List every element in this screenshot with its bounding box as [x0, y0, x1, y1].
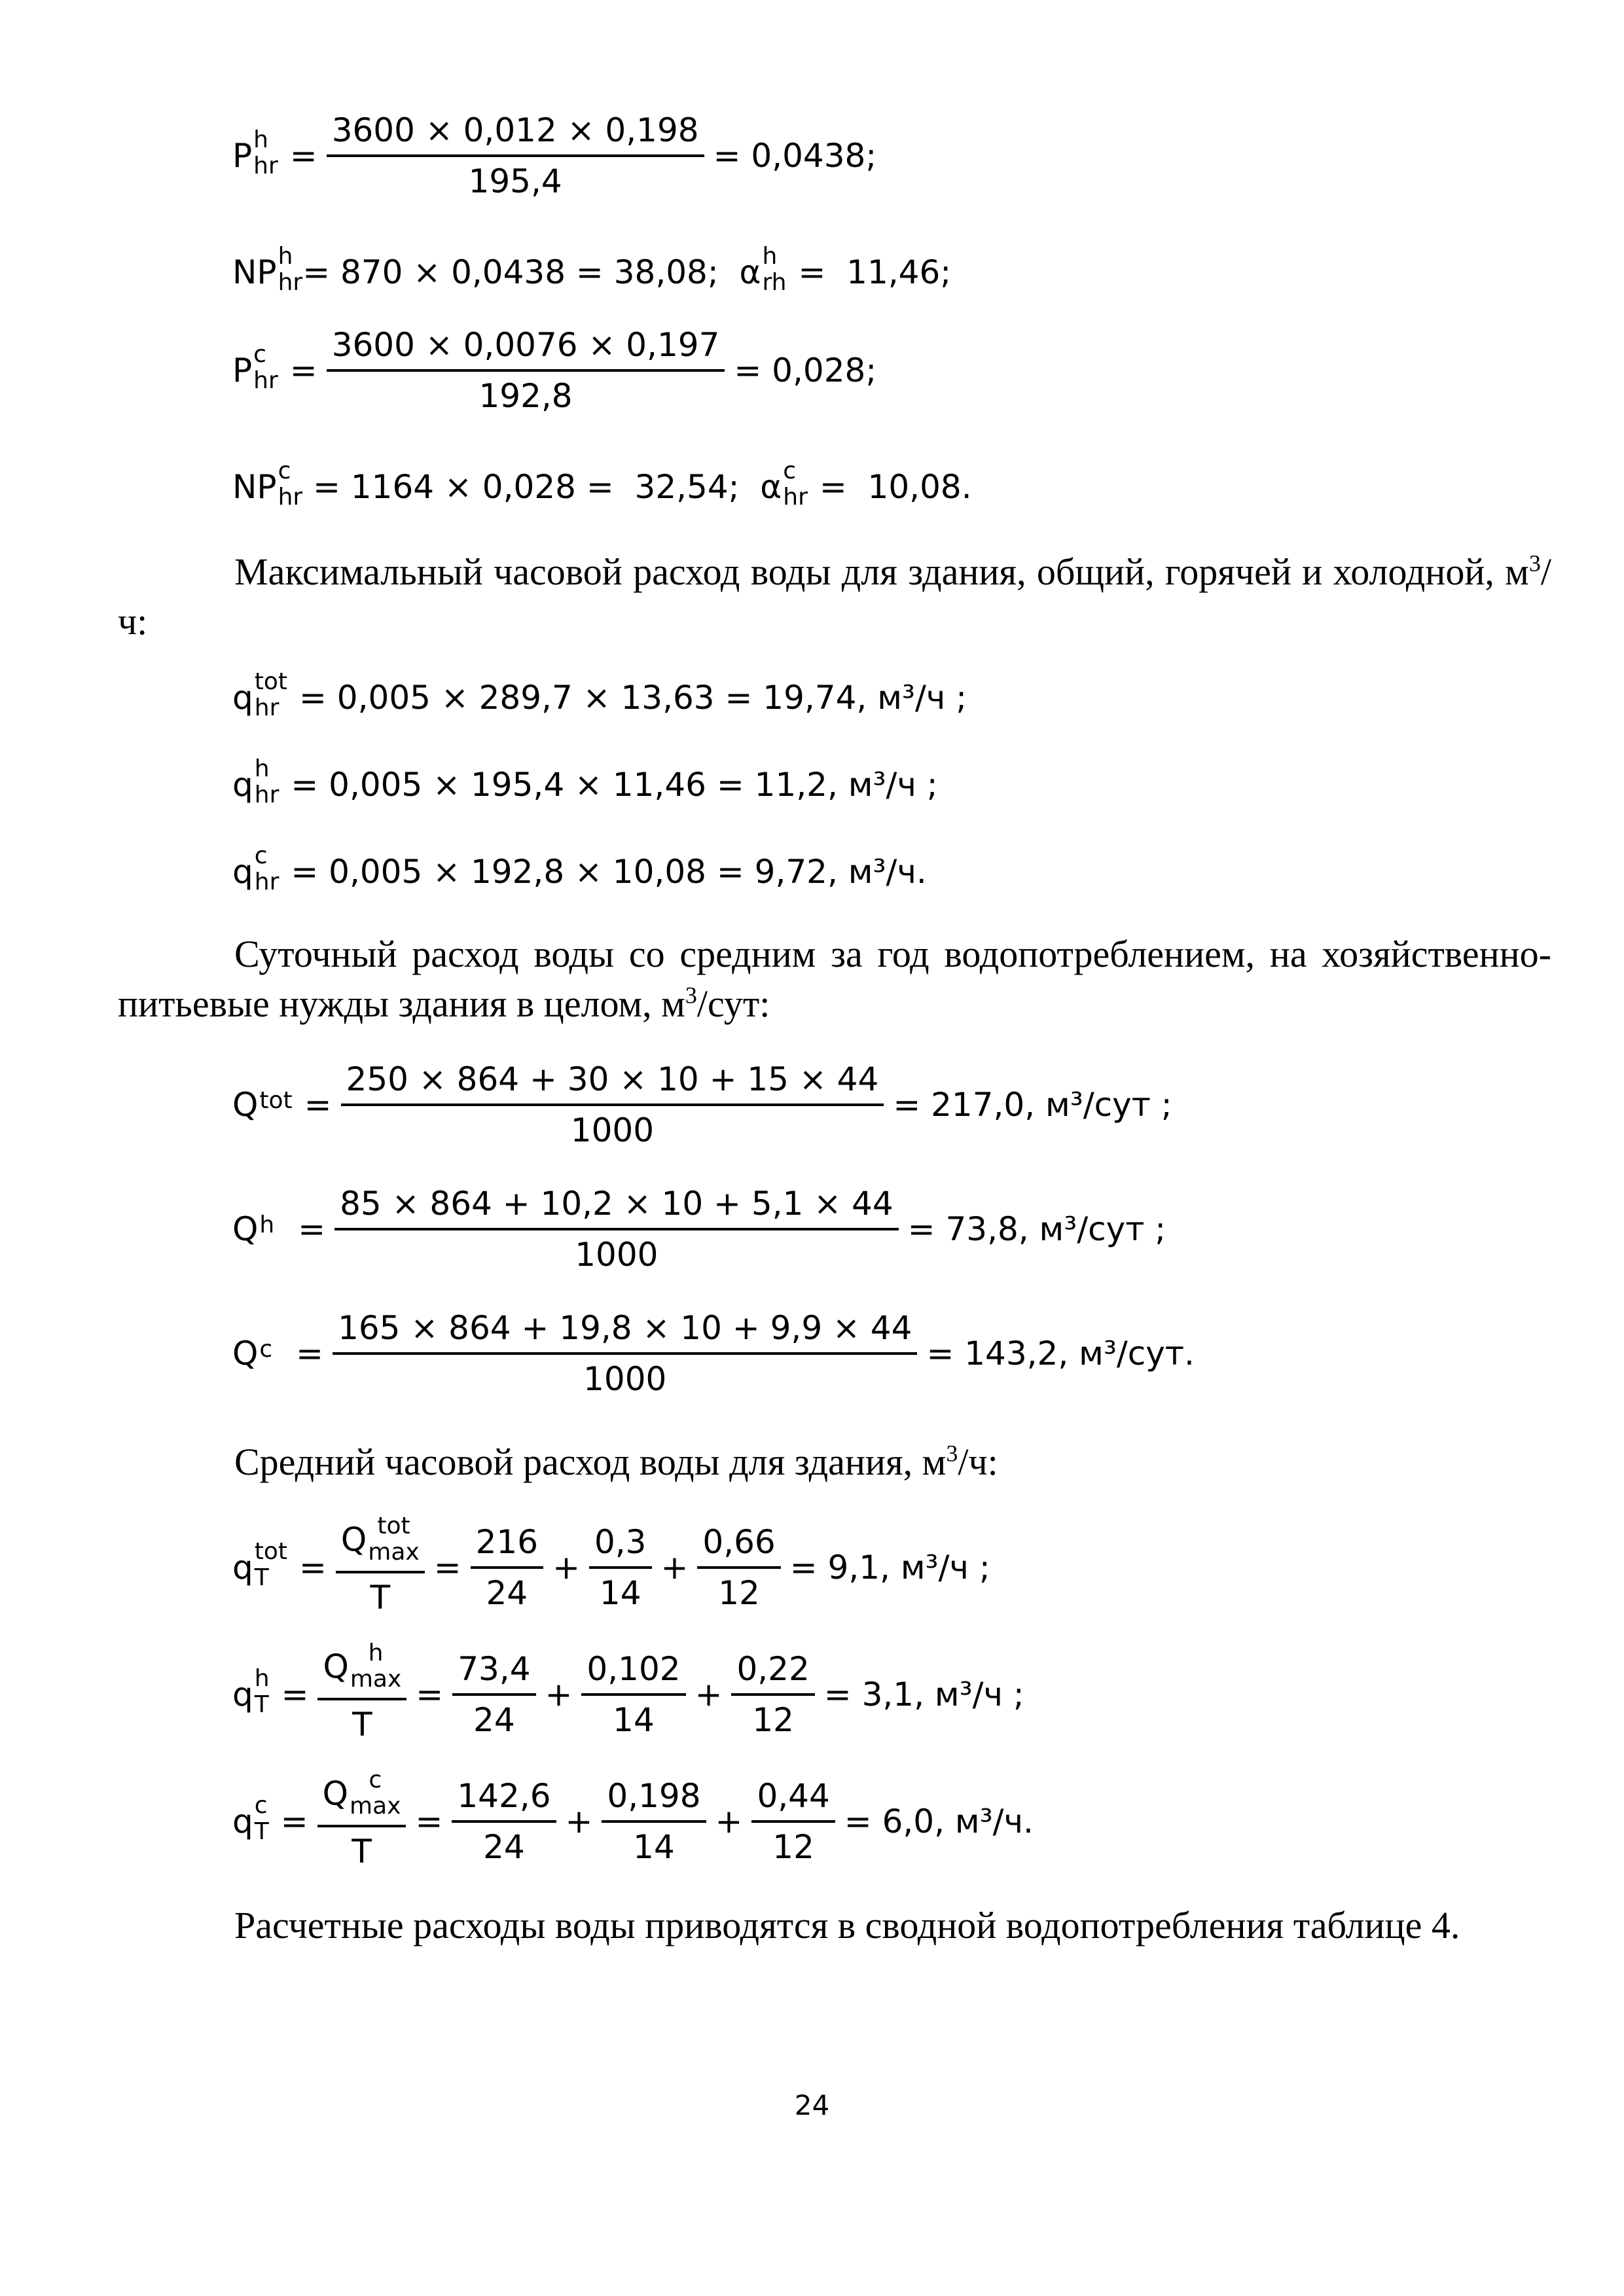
- expression: = 870 × 0,0438 = 38,08; α: [302, 253, 761, 291]
- symbol: Q: [232, 1086, 259, 1124]
- paragraph-text: Средний часовой расход воды для здания, м: [234, 1441, 947, 1483]
- formula-qT-cold: [232, 1767, 1034, 1871]
- subscript: hr: [253, 152, 278, 179]
- equals: =: [281, 1676, 309, 1713]
- plus: +: [545, 1676, 573, 1713]
- symbol: Q: [232, 1210, 259, 1248]
- numerator: 142,6: [452, 1777, 556, 1823]
- expression: = 1164 × 0,028 = 32,54; α: [302, 468, 782, 506]
- formula-Q-tot: [232, 1060, 1172, 1149]
- denominator: 12: [752, 1701, 794, 1739]
- superscript: c: [783, 457, 797, 484]
- superscript: h: [254, 1665, 270, 1692]
- numerator: 3600 × 0,012 × 0,198: [327, 111, 704, 157]
- formula-p-cold: [232, 326, 876, 415]
- numerator: 216: [471, 1523, 543, 1569]
- equals: =: [433, 1549, 461, 1587]
- equals: =: [299, 1549, 327, 1587]
- result: = 0,028;: [734, 351, 877, 389]
- subscript: hr: [254, 694, 280, 721]
- paragraph-avg-hourly: [118, 1437, 1551, 1487]
- superscript: tot: [259, 1087, 293, 1114]
- subscript: hr: [253, 367, 278, 394]
- denominator: 1000: [575, 1236, 659, 1274]
- symbol: Q: [340, 1520, 367, 1559]
- formula-np-cold: [232, 457, 972, 511]
- subscript: max: [350, 1793, 401, 1820]
- formula-qT-hot: [232, 1640, 1024, 1744]
- numerator: 0,22: [731, 1650, 814, 1696]
- page-number: 24: [794, 2089, 830, 2121]
- numerator: 0,198: [602, 1777, 706, 1823]
- symbol: q: [232, 1549, 253, 1587]
- result: = 10,08.: [819, 468, 972, 506]
- symbol: NP: [232, 468, 277, 506]
- denominator: 24: [473, 1701, 515, 1739]
- numerator: 3600 × 0,0076 × 0,197: [327, 326, 725, 372]
- equals: =: [304, 1086, 332, 1124]
- paragraph-text-end: /ч:: [958, 1441, 998, 1483]
- numerator: 0,102: [581, 1650, 685, 1696]
- subscript: hr: [278, 484, 303, 511]
- superscript: h: [278, 243, 293, 270]
- superscript: c: [369, 1767, 382, 1793]
- formula-qT-tot: [232, 1513, 990, 1617]
- expression: = 0,005 × 195,4 × 11,46 = 11,2, м³/ч ;: [291, 766, 938, 804]
- unit-superscript: 3: [685, 982, 697, 1009]
- symbol: NP: [232, 253, 277, 291]
- paragraph-text: Максимальный часовой расход воды для здания, общий, горячей и холодной, м: [234, 550, 1529, 593]
- result: = 217,0, м³/сут ;: [893, 1086, 1172, 1124]
- denominator: 14: [633, 1828, 675, 1866]
- paragraph-text: Суточный расход воды со средним за год водопотреблением, на хозяйственно-питьевые нужды здания в целом, м: [118, 933, 1551, 1025]
- subscript: hr: [254, 869, 280, 895]
- result: = 143,2, м³/сут.: [926, 1335, 1195, 1372]
- plus: +: [565, 1803, 593, 1840]
- subscript: max: [350, 1666, 402, 1693]
- superscript: h: [368, 1640, 384, 1666]
- unit-superscript: 3: [1528, 550, 1541, 577]
- superscript: h: [253, 126, 268, 153]
- denominator: 24: [486, 1574, 528, 1612]
- symbol: q: [232, 679, 253, 717]
- paragraph-summary: [118, 1901, 1551, 1950]
- equals: =: [416, 1676, 444, 1713]
- denominator: T: [352, 1833, 372, 1871]
- subscript: T: [254, 1691, 269, 1718]
- formula-q-hot-hr: [232, 755, 938, 808]
- denominator: 1000: [583, 1360, 667, 1398]
- subscript: rh: [762, 269, 787, 296]
- equals: =: [280, 1803, 308, 1840]
- symbol: q: [232, 1676, 253, 1713]
- expression: = 0,005 × 192,8 × 10,08 = 9,72, м³/ч.: [291, 853, 927, 891]
- denominator: T: [370, 1579, 391, 1617]
- result: = 6,0, м³/ч.: [844, 1803, 1034, 1840]
- equals: =: [298, 1210, 326, 1248]
- numerator: 85 × 864 + 10,2 × 10 + 5,1 × 44: [334, 1185, 899, 1230]
- numerator: 0,3: [589, 1523, 652, 1569]
- equals: =: [289, 351, 317, 389]
- denominator: 192,8: [478, 377, 573, 415]
- formula-q-tot-hr: [232, 668, 967, 721]
- superscript: c: [254, 842, 268, 869]
- symbol: Q: [232, 1335, 259, 1372]
- symbol: Q: [323, 1647, 349, 1686]
- numerator: 0,66: [697, 1523, 780, 1569]
- numerator: 0,44: [751, 1777, 835, 1823]
- superscript: h: [762, 243, 778, 270]
- symbol: q: [232, 766, 253, 804]
- result: = 0,0438;: [713, 137, 877, 175]
- numerator: 250 × 864 + 30 × 10 + 15 × 44: [341, 1060, 884, 1106]
- symbol: q: [232, 1803, 253, 1840]
- numerator: 165 × 864 + 19,8 × 10 + 9,9 × 44: [333, 1309, 917, 1355]
- symbol: P: [232, 137, 253, 175]
- denominator: T: [352, 1706, 372, 1744]
- result: = 11,46;: [798, 253, 952, 291]
- equals: =: [289, 137, 317, 175]
- result: = 9,1, м³/ч ;: [789, 1549, 990, 1587]
- denominator: 14: [599, 1574, 641, 1612]
- superscript: c: [259, 1336, 273, 1363]
- superscript: tot: [254, 1538, 288, 1565]
- equals: =: [296, 1335, 324, 1372]
- denominator: 1000: [570, 1111, 655, 1149]
- symbol: Q: [322, 1774, 349, 1813]
- plus: +: [715, 1803, 743, 1840]
- superscript: h: [259, 1211, 275, 1238]
- formula-p-hot: [232, 111, 876, 200]
- paragraph-text-end: /ч:: [118, 550, 1551, 643]
- paragraph-daily: [118, 929, 1551, 1029]
- symbol: P: [232, 351, 253, 389]
- superscript: tot: [377, 1513, 410, 1539]
- subscript: hr: [254, 781, 280, 808]
- paragraph-max-hourly: [118, 547, 1551, 647]
- subscript: T: [254, 1564, 269, 1591]
- formula-np-hot: [232, 243, 952, 296]
- denominator: 12: [772, 1828, 814, 1866]
- formula-q-cold-hr: [232, 842, 927, 895]
- subscript: T: [254, 1818, 269, 1845]
- subscript: hr: [278, 269, 303, 296]
- plus: +: [552, 1549, 580, 1587]
- denominator: 14: [613, 1701, 655, 1739]
- denominator: 195,4: [468, 162, 562, 200]
- expression: = 0,005 × 289,7 × 13,63 = 19,74, м³/ч ;: [299, 679, 967, 717]
- superscript: c: [254, 1792, 268, 1819]
- result: = 73,8, м³/сут ;: [907, 1210, 1166, 1248]
- equals: =: [415, 1803, 443, 1840]
- symbol: q: [232, 853, 253, 891]
- unit-superscript: 3: [946, 1440, 958, 1467]
- superscript: h: [254, 755, 270, 782]
- plus: +: [695, 1676, 723, 1713]
- numerator: 73,4: [452, 1650, 535, 1696]
- superscript: tot: [254, 668, 288, 695]
- denominator: 12: [718, 1574, 760, 1612]
- paragraph-text-end: /сут:: [696, 982, 770, 1025]
- subscript: hr: [783, 484, 808, 511]
- paragraph-text: Расчетные расходы воды приводятся в сводной водопотребления таблице 4.: [234, 1904, 1460, 1946]
- plus: +: [660, 1549, 689, 1587]
- result: = 3,1, м³/ч ;: [823, 1676, 1024, 1713]
- formula-Q-cold: [232, 1309, 1195, 1398]
- denominator: 24: [483, 1828, 525, 1866]
- formula-Q-hot: [232, 1185, 1166, 1274]
- subscript: max: [368, 1539, 420, 1566]
- superscript: c: [278, 457, 291, 484]
- superscript: c: [253, 341, 266, 368]
